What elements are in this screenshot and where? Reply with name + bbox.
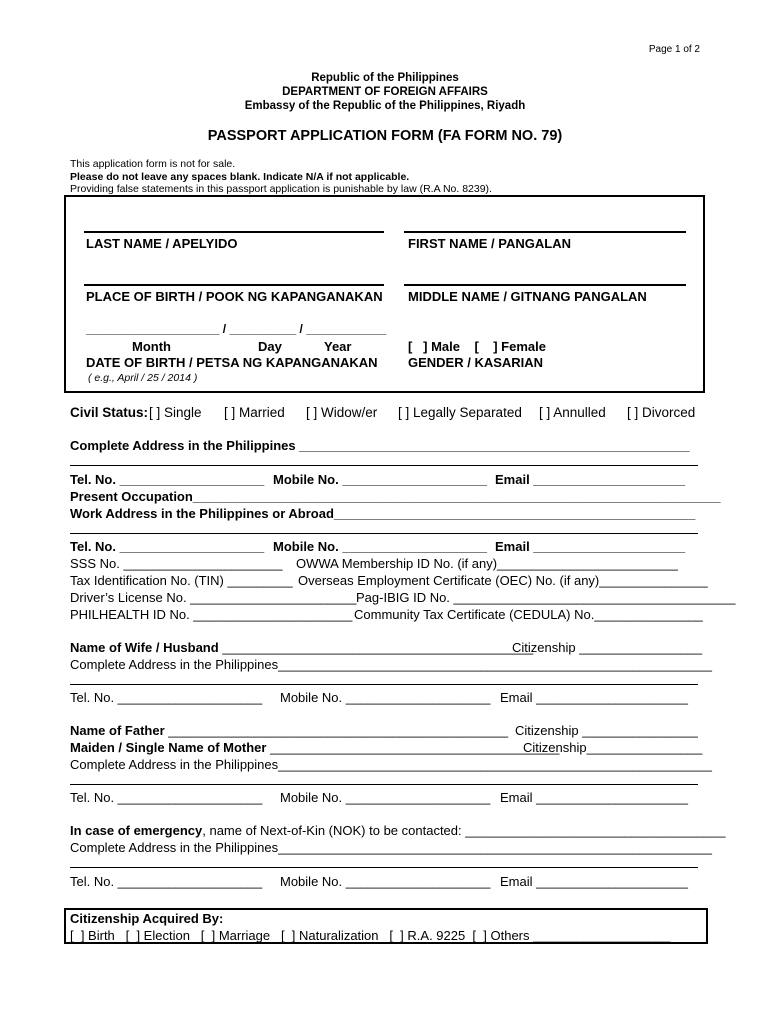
- note-not-for-sale: This application form is not for sale.: [70, 158, 236, 170]
- father-name-field[interactable]: _______________________________________________: [168, 723, 509, 738]
- civil-status-married[interactable]: [ ] Married: [224, 405, 285, 420]
- header-republic: Republic of the Philippines: [311, 72, 459, 84]
- spouse-address-continuation-line[interactable]: [70, 684, 698, 685]
- emergency-nok-field[interactable]: , name of Next-of-Kin (NOK) to be contacted: ____________________________________: [202, 823, 726, 838]
- civil-status-single[interactable]: [ ] Single: [149, 405, 202, 420]
- emergency-tel-field[interactable]: Tel. No. ____________________: [70, 874, 263, 889]
- civil-status-label: Civil Status:: [70, 405, 149, 420]
- pagibig-field[interactable]: Pag-IBIG ID No. _______________________________________: [356, 590, 736, 605]
- address-continuation-line[interactable]: [70, 465, 698, 466]
- father-name-label: Name of Father: [70, 723, 165, 738]
- middle-name-label: MIDDLE NAME / GITNANG PANGALAN: [408, 289, 647, 304]
- complete-address-field[interactable]: Complete Address in the Philippines ______________________________________________________: [70, 438, 690, 453]
- place-of-birth-label: PLACE OF BIRTH / POOK NG KAPANGANAKAN: [86, 289, 383, 304]
- month-label: Month: [132, 339, 171, 354]
- mother-name-label: Maiden / Single Name of Mother: [70, 740, 267, 755]
- place-of-birth-line[interactable]: [84, 284, 384, 286]
- parents-tel-field[interactable]: Tel. No. ____________________: [70, 790, 263, 805]
- father-citizenship-field[interactable]: Citizenship ________________: [515, 723, 698, 738]
- parents-address-field[interactable]: Complete Address in the Philippines____________________________________________________________: [70, 757, 712, 772]
- sss-field[interactable]: SSS No. ______________________: [70, 556, 283, 571]
- last-name-line[interactable]: [84, 231, 384, 233]
- header-embassy: Embassy of the Republic of the Philippines, Riyadh: [244, 100, 526, 112]
- date-of-birth-example: ( e.g., April / 25 / 2014 ): [88, 372, 198, 384]
- philhealth-field[interactable]: PHILHEALTH ID No. ______________________: [70, 607, 353, 622]
- spouse-mobile-field[interactable]: Mobile No. ____________________: [280, 690, 491, 705]
- gender-checkboxes[interactable]: [ ] Male [ ] Female: [408, 339, 546, 354]
- first-name-line[interactable]: [404, 231, 686, 233]
- work-address-continuation-line[interactable]: [70, 533, 698, 534]
- parents-address-continuation-line[interactable]: [70, 784, 698, 785]
- mobile-field-1[interactable]: Mobile No. ____________________: [273, 472, 487, 487]
- email-field-2[interactable]: Email _____________________: [495, 539, 686, 554]
- middle-name-line[interactable]: [404, 284, 686, 286]
- page-number: Page 1 of 2: [648, 44, 700, 55]
- gender-label: GENDER / KASARIAN: [408, 355, 544, 370]
- emergency-email-field[interactable]: Email _____________________: [500, 874, 688, 889]
- tel-field-1[interactable]: Tel. No. ____________________: [70, 472, 265, 487]
- note-no-blanks: Please do not leave any spaces blank. Indicate N/A if not applicable.: [70, 171, 410, 183]
- work-address-field[interactable]: Work Address in the Philippines or Abroad__________________________________________________: [70, 506, 696, 521]
- tel-field-2[interactable]: Tel. No. ____________________: [70, 539, 265, 554]
- note-false-statements: Providing false statements in this passport application is punishable by law (R.A No. 8239).: [70, 183, 492, 195]
- spouse-tel-field[interactable]: Tel. No. ____________________: [70, 690, 263, 705]
- civil-status-divorced[interactable]: [ ] Divorced: [627, 405, 696, 420]
- tin-field[interactable]: Tax Identification No. (TIN) _________: [70, 573, 293, 588]
- parents-email-field[interactable]: Email _____________________: [500, 790, 688, 805]
- header-department: DEPARTMENT OF FOREIGN AFFAIRS: [282, 86, 488, 98]
- citizenship-acquired-label: Citizenship Acquired By:: [70, 911, 224, 926]
- owwa-field[interactable]: OWWA Membership ID No. (if any)_________________________: [296, 556, 678, 571]
- year-label: Year: [324, 339, 352, 354]
- mother-citizenship-field[interactable]: Citizenship________________: [523, 740, 703, 755]
- mobile-field-2[interactable]: Mobile No. ____________________: [273, 539, 487, 554]
- emergency-address-continuation-line[interactable]: [70, 867, 698, 868]
- spouse-name-field[interactable]: ___________________________________________: [222, 640, 534, 655]
- email-field-1[interactable]: Email _____________________: [495, 472, 686, 487]
- emergency-label: In case of emergency: [70, 823, 203, 838]
- oec-field[interactable]: Overseas Employment Certificate (OEC) No. (if any)_______________: [298, 573, 708, 588]
- parents-mobile-field[interactable]: Mobile No. ____________________: [280, 790, 491, 805]
- civil-status-separated[interactable]: [ ] Legally Separated: [398, 405, 522, 420]
- first-name-label: FIRST NAME / PANGALAN: [408, 236, 571, 251]
- last-name-label: LAST NAME / APELYIDO: [86, 236, 238, 251]
- mother-name-field[interactable]: ________________________________________: [270, 740, 560, 755]
- emergency-address-field[interactable]: Complete Address in the Philippines____________________________________________________________: [70, 840, 712, 855]
- date-of-birth-label: DATE OF BIRTH / PETSA NG KAPANGANAKAN: [86, 355, 378, 370]
- spouse-email-field[interactable]: Email _____________________: [500, 690, 688, 705]
- civil-status-annulled[interactable]: [ ] Annulled: [539, 405, 606, 420]
- spouse-name-label: Name of Wife / Husband: [70, 640, 219, 655]
- emergency-mobile-field[interactable]: Mobile No. ____________________: [280, 874, 491, 889]
- occupation-field[interactable]: Present Occupation_________________________________________________________________________: [70, 489, 721, 504]
- cedula-field[interactable]: Community Tax Certificate (CEDULA) No._______________: [354, 607, 703, 622]
- date-of-birth-field[interactable]: ____________________ / __________ / ____________: [86, 322, 387, 336]
- drivers-license-field[interactable]: Driver’s License No. _______________________: [70, 590, 357, 605]
- civil-status-widow[interactable]: [ ] Widow/er: [306, 405, 378, 420]
- day-label: Day: [258, 339, 282, 354]
- form-title: PASSPORT APPLICATION FORM (FA FORM NO. 79): [207, 128, 563, 144]
- citizenship-acquired-options[interactable]: [ ] Birth [ ] Election [ ] Marriage [ ] Naturalization [ ] R.A. 9225 [ ] Others ___________________: [70, 928, 671, 943]
- spouse-address-field[interactable]: Complete Address in the Philippines____________________________________________________________: [70, 657, 712, 672]
- spouse-citizenship-field[interactable]: Citizenship _________________: [512, 640, 703, 655]
